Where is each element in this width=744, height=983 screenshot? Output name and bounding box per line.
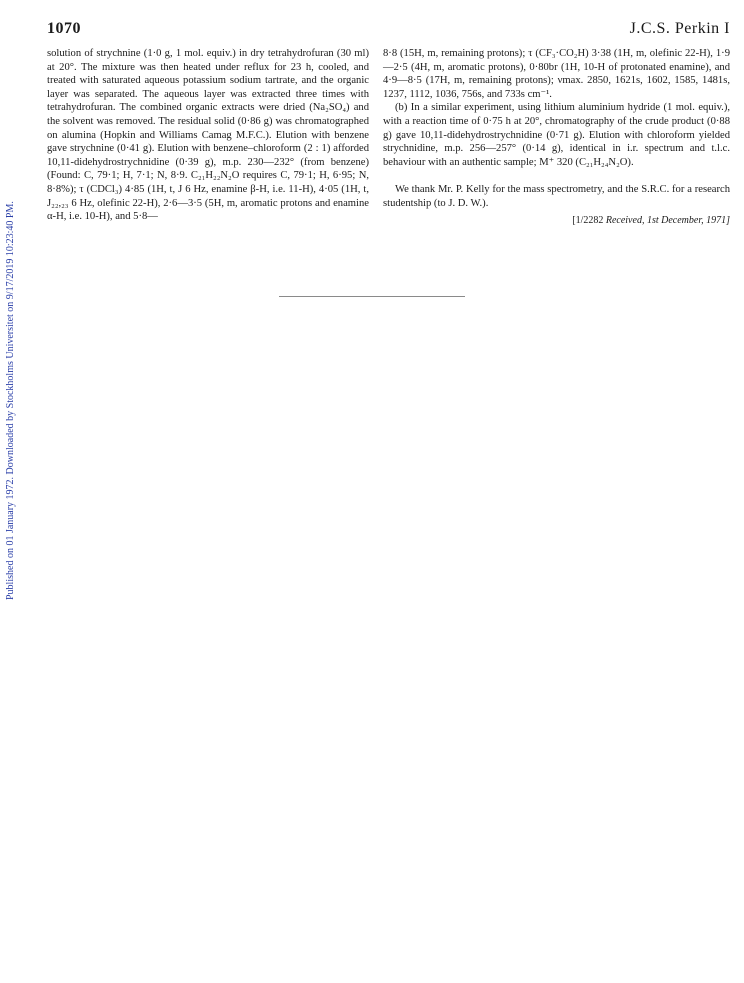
experimental-paragraph: solution of strychnine (1·0 g, 1 mol. equiv.) in dry tetrahydrofuran (30 ml) at 20°. The mixture was then heated under reflux for 23 h, cooled, and treated with saturated aqueous potassium sodium tartrate, and the organic layer was separated. The aqueous layer was extracted three times with tetrahydrofuran. The combined organic extracts were dried (Na₂SO₄) and the solvent was removed. The residual solid (0·86 g) was chromatographed on alumina (Hopkin and Williams Camag M.F.C.). Elution with benzene gave strychnine (0·41 g). Elution with benzene–chloroform (2 : 1) afforded 10,11-didehydrostrychnidine (0·39 g), m.p. 230—232° (from benzene) (Found: C, 79·1; H, 7·1; N, 8·9. C₂₁H₂₂N₂O requires C, 79·1; H, 6·95; N, 8·8%); τ (CDCl₃) 4·85 (1H, t, J 6 Hz, enamine β-H, i.e. 11-H), 4·05 (1H, t, J₂₂,₂₃ 6 Hz, olefinic 22-H), 2·6—3·5 (5H, m, aromatic protons and enamine α-H, i.e. 10-H), and 5·8— xyxy=(47,48,369,223)
received-label: Received, xyxy=(605,214,645,226)
end-rule xyxy=(279,296,465,297)
received-date: 1st December, 1971] xyxy=(646,214,730,226)
received-line xyxy=(383,214,730,228)
acknowledgement: We thank Mr. P. Kelly for the mass spectrometry, and the S.R.C. for a research studentship (to J. D. W.). xyxy=(383,184,730,209)
experiment-b-paragraph: (b) In a similar experiment, using lithium aluminium hydride (1 mol. equiv.), with a reaction time of 0·75 h at 20°, chromatography of the crude product (0·88 g) gave 10,11-didehydrostrychnidine (0·71 g). Elution with chloroform yielded strychnidine, m.p. 256—257° (0·14 g), identical in i.r. spectrum and t.l.c. behaviour with an authentic sample; M⁺ 320 (C₂₁H₂₄N₂O). xyxy=(383,102,730,168)
right-column xyxy=(383,47,730,227)
left-column xyxy=(47,47,369,224)
journal-name: J.C.S. Perkin I xyxy=(629,20,730,37)
spectral-data-paragraph: 8·8 (15H, m, remaining protons); τ (CF₃·CO₂H) 3·38 (1H, m, olefinic 22-H), 1·9—2·5 (4H, m, aromatic protons), 0·80br (1H, 10-H of protonated enamine), and 4·9—8·5 (17H, m, remaining protons); νmax. 2850, 1621s, 1602, 1585, 1481s, 1237, 1112, 1036, 756s, and 733s cm⁻¹. xyxy=(383,48,730,100)
download-watermark: Published on 01 January 1972. Downloaded by Stockholms Universitet on 9/17/2019 10:23:40 PM. xyxy=(5,201,16,600)
page-number: 1070 xyxy=(47,20,81,37)
manuscript-ref: [1/2282 xyxy=(572,214,604,226)
